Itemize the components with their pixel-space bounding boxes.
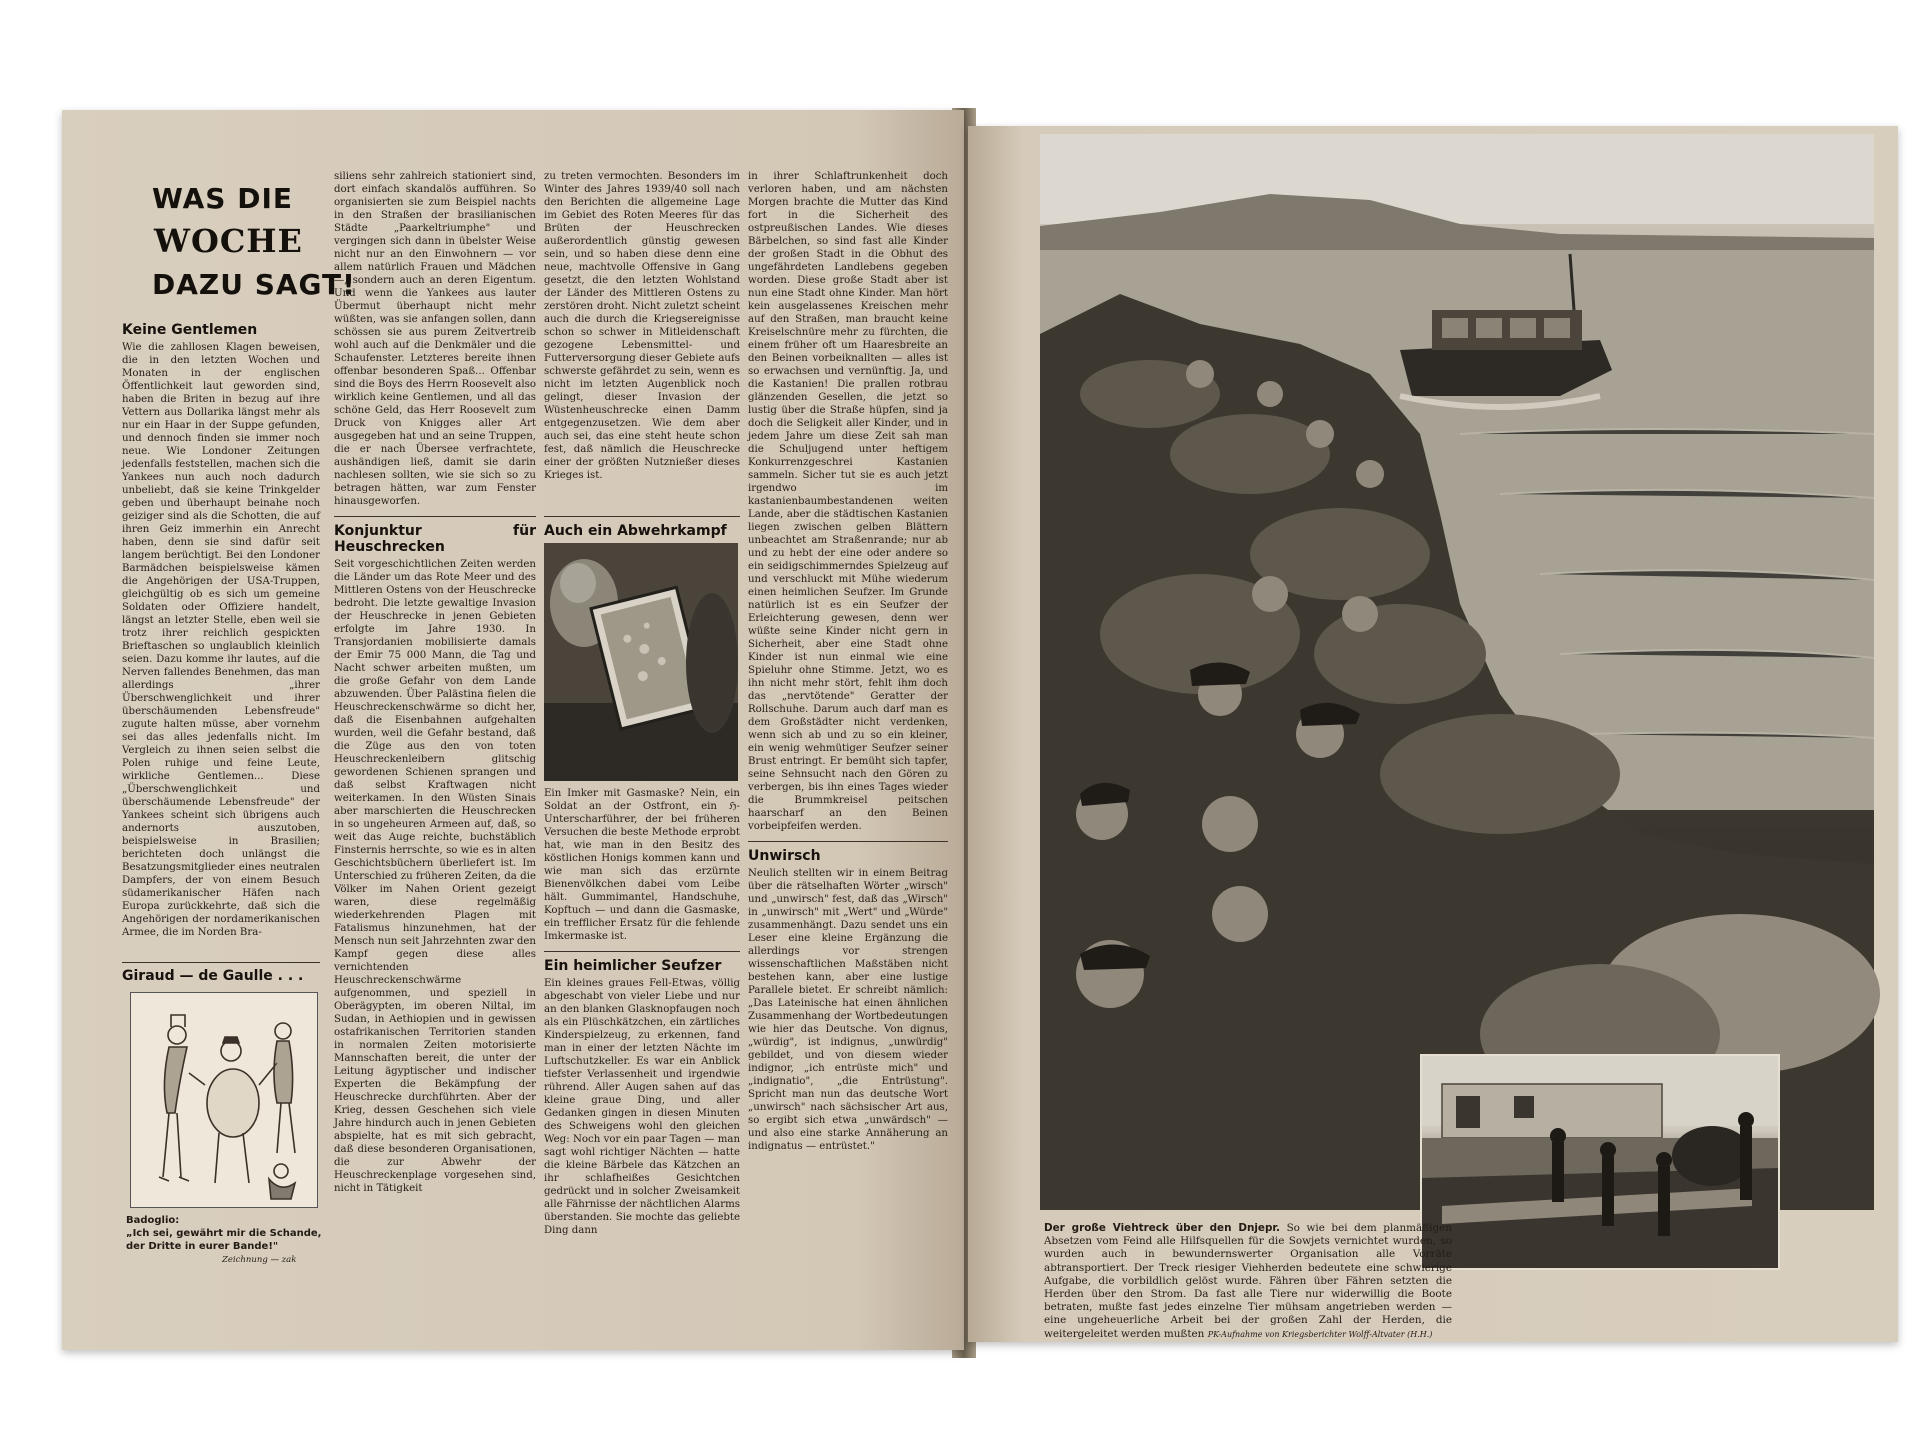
- heading-ein-heimlicher-seufzer: Ein heimlicher Seufzer: [544, 958, 722, 974]
- main-photo-caption: [1044, 1222, 1452, 1341]
- river-crossing-photo-shapes: [1040, 134, 1874, 1210]
- beekeeper-photo-caption: Ein Imker mit Gasmaske? Nein, ein Soldat an der Ostfront, ein ℌ-Unterscharführer, der bei früheren Versuchen die beste Methode erprobt hat, wie man in den Besitz des köstlichen Honigs kommen kann und wie man sich das erzürnte Bienenvölkchen dabei vom Leibe hält. Gummimantel, Handschuhe, Kopftuch — und dann die Gasmaske, ein trefflicher Ersatz für die fehlende Imkermaske ist.: [544, 788, 740, 942]
- right-page: [968, 126, 1898, 1342]
- heading-konjunktur-fuer-heuschrecken: Konjunktur für Heuschrecken: [334, 523, 536, 555]
- cattle-ferry-inset-photo: [1420, 1054, 1780, 1270]
- cartoon-drawing: [131, 993, 317, 1207]
- divider: [544, 516, 740, 517]
- article-seufzer-part-2: in ihrer Schlaftrunkenheit doch verloren haben, und am nächsten Morgen brachte die Mutter das Kind fort in die Sicherheit des ostpreußischen Landes. Wie dieses Bärbelchen, so sind fast alle Kinder der großen Stadt in die Obhut des ungefährdeten Landlebens gegeben worden. Diese große Stadt aber ist nun eine Stadt ohne Kinder. Man hört kein ausgelassenes Kreischen mehr auf den Straßen, man braucht keine Kreiselschnüre mehr zu fürchten, die einem früher oft um Haaresbreite an den Beinen vorbeiknallten — alles ist so erwachsen und vernünftig. Ja, und die Kastanien! Die prallen rotbrau glänzenden Gesellen, die jetzt so lustig über die Straße hüpfen, sind ja doch die Seligkeit aller Kinder, und in jedem Jahre um diese Zeit sah man die Schuljugend unter heftigem Konkurrenzgeschrei Kastanien sammeln. Sicher tut sie es auch jetzt irgendwo im kastanienbaumbestandenen weiten Lande, aber die städtischen Kastanien liegen zwischen gelben Blättern unbeachtet am Straßenrande; nur ab und zu hebt der eine oder andere so ein seidigschimmerndes Spielzeug auf und verschluckt mit Mühe wiederum einen heimlichen Seufzer. Im Grunde natürlich ist es ein Seufzer der Erleichterung gewesen, denn wer wüßte seine Kinder nicht gern in Sicherheit, aber eine Stadt ohne Kinder ist nun einmal wie eine Spieluhr ohne Stimme. Jetzt, wo es ihn nicht mehr stört, fehlt ihm doch das „nervtötende" Geratter der Rollschuhe. Darum auch darf man es dem Großstädter nicht verdenken, wenn sich ab und zu so ein kleiner, ein wenig wehmütiger Seufzer seiner Brust entringt. Er bemüht sich tapfer, seine Sehnsucht nach den Gören zu verbergen, bis ihn eines Tages wieder die Brummkreisel peitschen haarscharf an den Beinen vorbeipfeifen werden.: [748, 171, 948, 832]
- article-keine-gentlemen-part-2: siliens sehr zahlreich stationiert sind, dort einfach skandalös aufführen. So organisierten sie zum Beispiel nachts in den Straßen der brasilianischen Städte „Paarkeltriumphe" und vergingen sich dann in übelster Weise nicht nur an den Einwohnern — vor allem natürlich Frauen und Mädchen —, sondern auch an deren Eigentum. Und wenn die Yankees aus lauter Übermut überhaupt nicht mehr wüßten, was sie anfangen sollen, dann schössen sie aus purem Zeitvertreib wohl auch auf die Denkmäler und die Schaufenster. Letzteres bereite ihnen offenbar besonderen Spaß... Offenbar sind die Boys des Herrn Roosevelt also wirklich keine Gentlemen, und all das schöne Geld, das Herr Roosevelt zum Druck von Knigges aller Art ausgegeben hat und an seine Truppen, die er nach Übersee verfrachtete, aushändigen ließ, damit sie darin nachlesen sollten, wie sie sich so zu betragen hätten, war zum Fenster hinausgeworfen.: [334, 171, 536, 507]
- beekeeper-soldier-photo: [544, 543, 738, 781]
- divider: [748, 841, 948, 842]
- heading-unwirsch: Unwirsch: [748, 848, 821, 864]
- cartoon-caption-text: „Ich sei, gewährt mir die Schande, der Dritte in eurer Bande!": [126, 1228, 322, 1252]
- column-4: [748, 170, 948, 1300]
- divider: [334, 516, 536, 517]
- article-keine-gentlemen-part-1: Wie die zahllosen Klagen beweisen, die in den letzten Wochen und Monaten in der englischen Öffentlichkeit laut geworden sind, haben die Briten in bezug auf ihre Vettern aus Dollarika längst mehr als nur ein Haar in der Suppe gefunden, und dennoch finden sie immer noch neue. Wie Londoner Zeitungen jedenfalls feststellen, machen sich die Yankees nun auch noch dadurch unbeliebt, daß sie keine Trinkgelder geben und überhaupt beinahe noch geiziger sind als die Schotten, die auf ihren Geiz immerhin ein Anrecht haben, denn sie sind dafür seit langem berüchtigt. Bei den Londoner Barmädchen beispielsweise kämen die Angehörigen der USA-Truppen, gleichgültig ob es sich um gemeine Soldaten oder Offiziere handelt, längst an letzter Stelle, eben weil sie trotz ihrer reichlich gespickten Brieftaschen so unglaublich kleinlich seien. Dazu komme ihr lautes, auf die Nerven fallendes Benehmen, das man allerdings „ihrer Überschwenglichkeit und ihrer überschäumenden Lebensfreude" zugute halten müsse, aber vornehm sei das alles jedenfalls nicht. Im Vergleich zu ihnen seien selbst die Polen ruhige und feine Leute, wirkliche Gentlemen... Diese „Überschwenglichkeit und überschäumende Lebensfreude" der Yankees scheint sich übrigens auch andernorts auszutoben, beispielsweise in Brasilien; berichteten doch unlängst die Besatzungsmitglieder eines neutralen Dampfers, der von einem Besuch südamerikanischer Häfen nach Europa zurückkehrte, daß sich die Angehörigen der nordamerikanischen Armee, die im Norden Bra-: [122, 342, 320, 938]
- river-crossing-main-photo: [1040, 134, 1874, 1210]
- article-unwirsch: Neulich stellten wir in einem Beitrag über die rätselhaften Wörter „wirsch" und „unwirsch" fest, daß das „Wirsch" in „unwirsch" mit „Wert" und „Würde" zusammenhängt. Dazu sendet uns ein Leser eine kleine Ergänzung die allerdings vor strengen wissenschaftlichen Maßstäben nicht bestehen kann, aber eine lustige Parallele bietet. Er schreibt nämlich: „Das Lateinische hat einen ähnlichen Zusammenhang der Wortbedeutungen wie hier das Deutsche. Von dignus, „würdig", ist indignus, „unwürdig" gebildet, und von diesem wieder indignor, „ich entrüste mich" und „indignatio", „die Entrüstung". Spricht man nun das deutsche Wort „unwirsch" nach sächsischer Art aus, so ergibt sich etwa „unwärdsch" — und also eine starke Annäherung an indignatus — entrüstet.": [748, 868, 948, 1152]
- cattle-ferry-photo-shapes: [1422, 1056, 1778, 1268]
- column-2: [334, 170, 536, 1290]
- column-3: [544, 170, 740, 1290]
- cartoon-credit: Zeichnung — zak: [222, 1255, 297, 1265]
- article-heuschrecken-part-2: zu treten vermochten. Besonders im Winter des Jahres 1939/40 soll nach den Berichten die allgemeine Lage im Gebiet des Roten Meeres für das Brüten der Heuschrecken außerordentlich günstig gewesen sein, und so haben diese denn eine neue, machtvolle Offensive in Gang gesetzt, die den letzten Wohlstand der Länder des Mittleren Ostens zu zerstören droht. Nicht zuletzt scheint auch die durch die Kriegsereignisse schon so schwer in Mitleidenschaft gezogene Lebensmittel- und Futterversorgung dieser Gebiete aufs schwerste gefährdet zu sein, wenn es nicht im letzten Augenblick noch gelingt, dieser Invasion der Wüstenheuschrecke einen Damm entgegenzusetzen. Wie dem aber auch sei, das eine steht heute schon fest, daß nämlich die Heuschrecke einer der größten Nutznießer dieses Krieges ist.: [544, 171, 740, 481]
- main-photo-caption-title: Der große Viehtreck über den Dnjepr.: [1044, 1222, 1280, 1234]
- photo-credit: PK-Aufnahme von Kriegsberichter Wolff-Altvater (H.H.): [1207, 1329, 1433, 1339]
- left-page: [62, 110, 964, 1350]
- masthead-line-2: WOCHE: [154, 222, 303, 260]
- masthead-line-1: WAS DIE: [152, 182, 293, 215]
- heading-giraud-de-gaulle: Giraud — de Gaulle . . .: [122, 968, 304, 984]
- divider: [122, 962, 320, 963]
- beekeeper-photo-shapes: [544, 543, 738, 781]
- cartoon-illustration: [130, 992, 318, 1208]
- article-seufzer-part-1: Ein kleines graues Fell-Etwas, völlig abgeschabt von vieler Liebe und nur an den blanken Glasknopfaugen noch als ein Plüschkätzchen, ein zärtliches Kinderspielzeug, zu erkennen, fand man in einer der letzten Nächte im Luftschutzkeller. Es war ein Anblick tiefster Verlassenheit und irgendwie rührend. Aller Augen sahen auf das kleine graue Ding, und aller Gedanken gingen in diesen Minuten des Schweigens wohl den gleichen Weg: Noch vor ein paar Tagen — man sagt wohl richtiger Nächten — hatte die kleine Bärbele das Kätzchen an ihr schlafheißes Gesichtchen gedrückt und in solcher Zweisamkeit alle Fährnisse der nächtlichen Alarms überstanden. Sie mochte das geliebte Ding dann: [544, 978, 740, 1236]
- main-photo-caption-text: So wie bei dem planmäßigen Absetzen vom Feind alle Hilfsquellen für die Sowjets vernichtet wurden, so wurden auch in bewundernswerter Organisation alle Vorräte abtransportiert. Der Treck riesiger Viehherden bedeutete eine schwierige Aufgabe, die vorbildlich gelöst wurde. Fähren über Fähren setzten die Herden über den Strom. Da fast alle Tiere nur widerwillig die Boote betraten, mußte fast jedes einzelne Tier mühsam angetrieben werden — eine ungeheuerliche Arbeit bei der großen Zahl der Herden, die weitergeleitet werden mußten: [1044, 1222, 1452, 1340]
- heading-auch-ein-abwehrkampf: Auch ein Abwehrkampf: [544, 523, 727, 539]
- masthead-line-3: DAZU SAGT!: [152, 268, 356, 301]
- article-heuschrecken-part-1: Seit vorgeschichtlichen Zeiten werden die Länder um das Rote Meer und des Mittleren Ostens von der Heuschrecke bedroht. Die letzte gewaltige Invasion der Heuschrecke in jenen Gebieten erfolgte im Jahre 1930. In Transjordanien mobilisierte damals der Emir 75 000 Mann, die Tag und Nacht schwer arbeiten mußten, um die große Gefahr von dem Lande abzuwenden. Über Palästina fielen die Heuschreckenschwärme so dicht her, daß die Eisenbahnen aufgehalten wurden, weil die Gefahr bestand, daß die Züge aus den von toten Heuschreckenleibern glitschig gewordenen Schienen sprangen und daß selbst Kraftwagen nicht weiterkamen. In den Wüsten Sinais aber marschierten die Heuschrecken in so ungeheuren Armeen auf, daß, so weit das Auge reichte, buchstäblich Finsternis herrschte, so wie es in alten Geschichtsbüchern überliefert ist. Im Unterschied zu früheren Zeiten, da die Völker im Nahen Orient gezeigt waren, diese regelmäßig wiederkehrenden Plagen mit Fatalismus hinzunehmen, hat der Mensch nun seit Jahrzehnten zwar den Kampf gegen diese alles vernichtenden Heuschreckenschwärme aufgenommen, und speziell in Oberägypten, im oberen Niltal, im Sudan, in Aethiopien und in gewissen ostafrikanischen Territorien standen in normalen Zeiten motorisierte Mannschaften bereit, die unter der Leitung ägyptischer und indischer Experten die Bekämpfung der Heuschrecke durchführten. Aber der Krieg, dessen Geschehen sich viele Jahre hindurch auch in jenen Gebieten abspielte, hat es mit sich gebracht, daß diese besonderen Organisationen, die zur Abwehr der Heuschreckenplage vorgesehen sind, nicht in Tätigkeit: [334, 559, 536, 1194]
- divider: [544, 951, 740, 952]
- cartoon-caption-speaker: Badoglio:: [126, 1215, 180, 1226]
- column-1: [122, 322, 320, 938]
- heading-keine-gentlemen: Keine Gentlemen: [122, 322, 258, 338]
